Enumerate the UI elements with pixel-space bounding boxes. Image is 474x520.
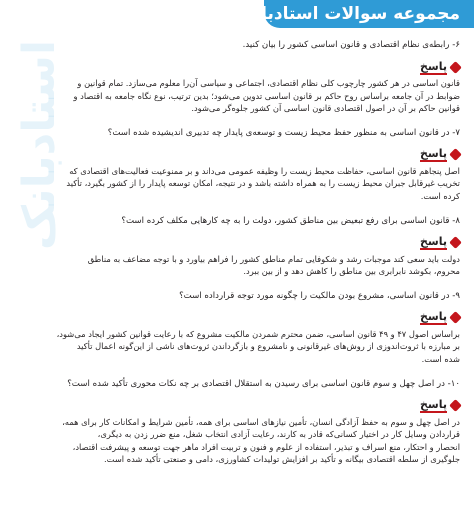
answer-line: شده است. bbox=[421, 353, 460, 364]
answer-text bbox=[10, 253, 460, 278]
question-text: ۹- در قانون اساسی، مشروع بودن مالکیت را چگونه مورد توجه قرارداده است؟ bbox=[179, 290, 460, 301]
answer-line: قوانین حاکم بر آن در اصول اقتصادی قانون اساسی آن کشور جلوه‌گر می‌شود. bbox=[191, 103, 460, 114]
answer-text bbox=[10, 416, 460, 466]
answer-badge bbox=[10, 398, 460, 414]
diamond-bullet-icon bbox=[449, 311, 462, 324]
answer-line: ضوابط در آن جامعه براساس روح حاکم بر قانون اساسی تدوین می‌شود؛ بدین ترتیب، نوع نگاه جامعه به اقتصاد و bbox=[73, 90, 460, 101]
answer-label: پاسخ bbox=[419, 147, 447, 161]
answer-label: پاسخ bbox=[419, 398, 447, 412]
section-spacer bbox=[10, 278, 460, 289]
answer-line: جلوگیری از سلطه اقتصادی بیگانه و تأکید بر افزایش تولیدات کشاورزی، دامی و صنعتی تأکید شده است. bbox=[104, 454, 460, 465]
diamond-bullet-icon bbox=[449, 236, 462, 249]
section-spacer bbox=[10, 366, 460, 377]
answer-line: انحصار و احتکار، منع اسراف و تبذیر، استفاده از علوم و فنون و تربیت افراد ماهر جهت توسعه و پیشرفت اقتصاد، bbox=[72, 441, 460, 452]
answer-line: اصل پنجاهم قانون اساسی، حفاظت محیط زیست را وظیفه عمومی می‌داند و بر ممنوعیت فعالیت‌های اقتصادی که bbox=[69, 165, 460, 176]
answer-line: در اصل چهل و سوم به حفظ آزادگی انسان، تأمین نیازهای اساسی برای همه، تأمین شرایط و امکانات کار برای همه، bbox=[62, 416, 460, 427]
question-text: ۱۰- در اصل چهل و سوم قانون اساسی برای رسیدن به استقلال اقتصادی بر چه نکات محوری تأکید شده است؟ bbox=[67, 378, 460, 389]
answer-badge bbox=[10, 310, 460, 326]
question-text: ۶- رابطه‌ی نظام اقتصادی و قانون اساسی کشور را بیان کنید. bbox=[242, 40, 460, 50]
answer-line: تخریب غیرقابل جبران محیط زیست را به همراه داشته باشد و در نتیجه، امکان توسعه پایدار را از کشور بگیرد، تأکید bbox=[66, 178, 460, 189]
section-spacer bbox=[10, 203, 460, 214]
answer-text bbox=[10, 328, 460, 366]
diamond-bullet-icon bbox=[449, 399, 462, 412]
answer-line: کرده است. bbox=[420, 190, 460, 201]
page-title: مجموعه سوالات استادبانک bbox=[237, 4, 460, 24]
section-spacer bbox=[10, 115, 460, 126]
answer-line: دولت باید سعی کند موجبات رشد و شکوفایی تمام مناطق کشور را فراهم بیاورد و با توجه مضاعف به مناطق bbox=[87, 253, 460, 264]
watermark-logo: استادبانک bbox=[14, 40, 65, 251]
answer-line: محروم، بکوشد نابرابری بین مناطق را کاهش دهد و از بین ببرد. bbox=[243, 266, 460, 277]
qa-list bbox=[10, 38, 460, 466]
diamond-bullet-icon bbox=[449, 61, 462, 74]
answer-label: پاسخ bbox=[419, 59, 447, 73]
question-text: ۸- قانون اساسی برای رفع تبعیض بین مناطق کشور، دولت را به چه کارهایی مکلف کرده است؟ bbox=[121, 215, 460, 226]
answer-line: قراردادن وسایل کار در اختیار کسانی‌که قادر به کارند، رعایت آزادی انتخاب شغل، منع ضرر زدن به دیگری، bbox=[97, 429, 460, 440]
answer-text bbox=[10, 77, 460, 115]
answer-badge bbox=[10, 59, 460, 75]
question-text: ۷- در قانون اساسی به منظور حفظ محیط زیست و توسعه‌ی پایدار چه تدبیری اندیشیده شده است؟ bbox=[107, 127, 460, 138]
diamond-bullet-icon bbox=[449, 148, 462, 161]
answer-label: پاسخ bbox=[419, 235, 447, 249]
header-banner bbox=[237, 0, 474, 28]
answer-line: براساس اصول ۴۷ و ۴۹ قانون اساسی، ضمن محترم شمردن مالکیت مشروع که با رعایت قوانین کشور ایجاد می‌شود، bbox=[56, 328, 460, 339]
answer-text bbox=[10, 165, 460, 203]
answer-badge bbox=[10, 235, 460, 251]
answer-line: قانون اساسی در هر کشور چارچوب کلی نظام اقتصادی، اجتماعی و سیاسی آن‌را معلوم می‌سازد. تمام قوانین و bbox=[77, 78, 460, 88]
answer-line: بر مبارزه با ثروت‌اندوزی از روش‌های غیرقانونی و نامشروع و بازگرداندن ثروت‌های ناشی از این‌گونه اعمال تأکید bbox=[76, 341, 460, 352]
answer-badge bbox=[10, 147, 460, 163]
answer-label: پاسخ bbox=[419, 310, 447, 324]
